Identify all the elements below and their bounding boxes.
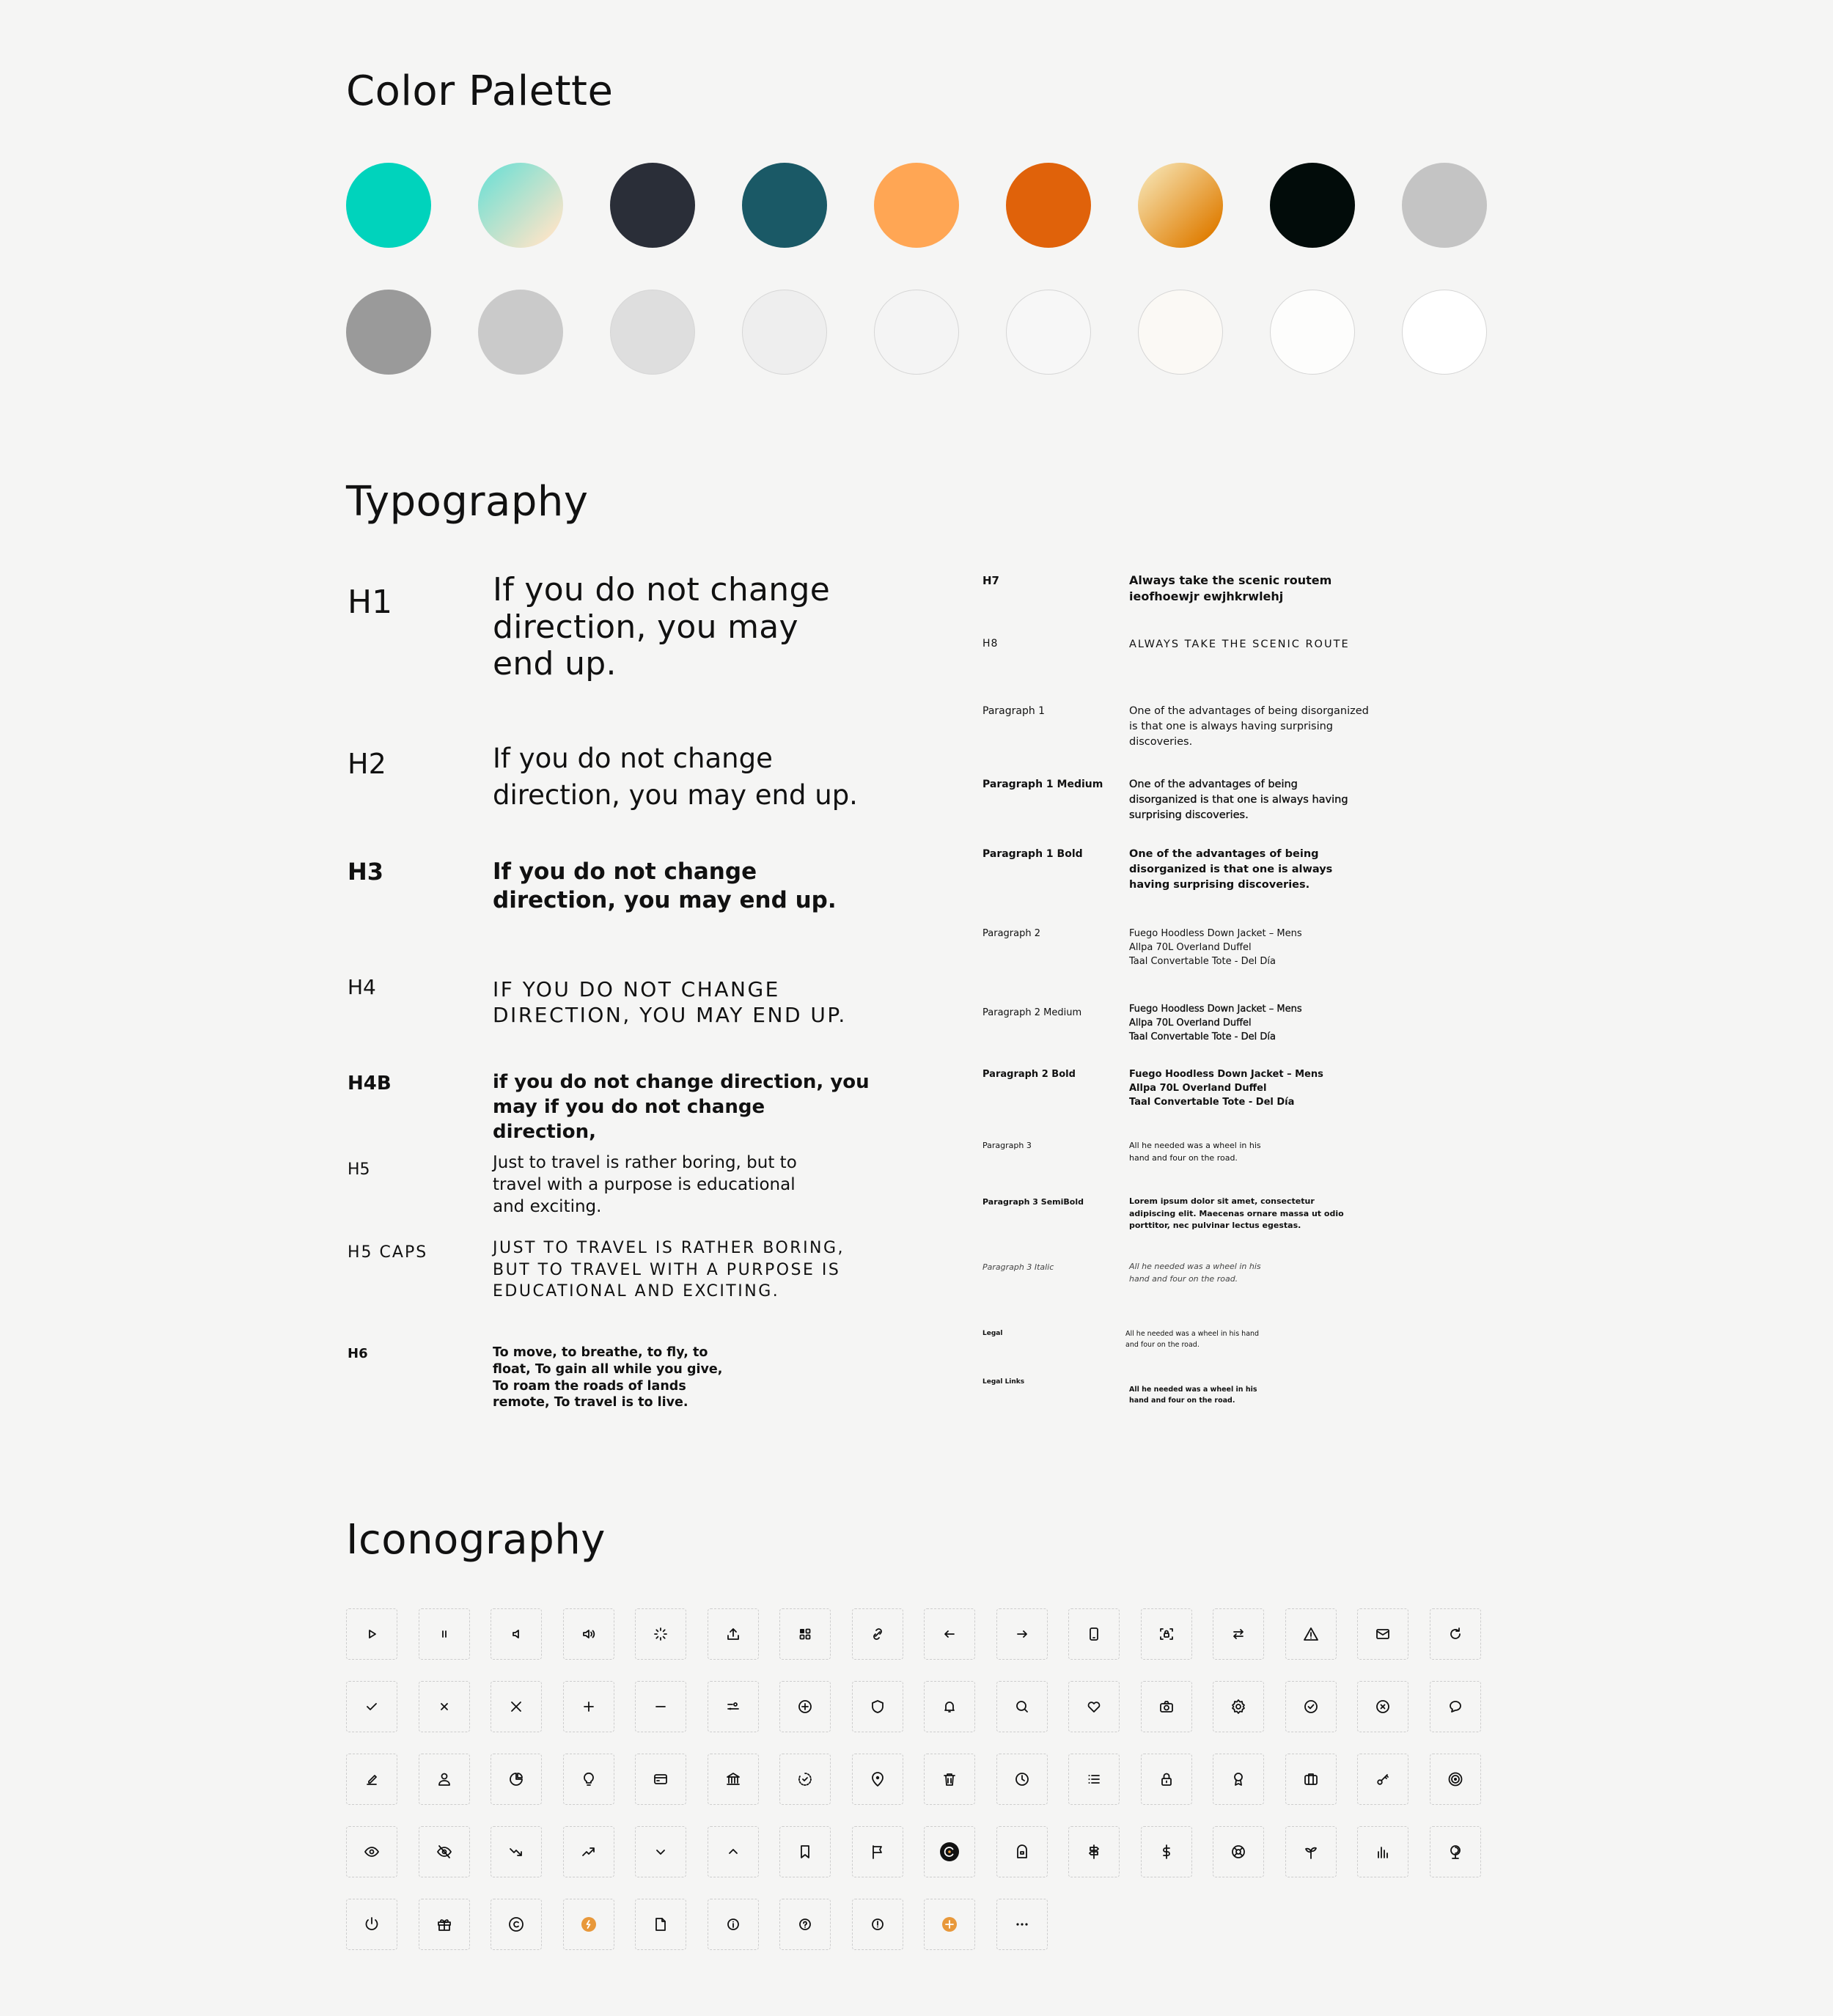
type-style-label: H8 [982, 638, 999, 650]
globe-pin-icon [1447, 1843, 1464, 1861]
icon-tile [563, 1826, 614, 1877]
icon-tile [852, 1681, 903, 1732]
briefcase-icon [1302, 1770, 1320, 1788]
type-style-label: Paragraph 2 Bold [982, 1069, 1076, 1080]
type-style-sample: Always take the scenic routem ieofhoewjr ewjhkrwlehj [1129, 573, 1332, 603]
color-swatch [1006, 290, 1091, 375]
chevron-up-icon [724, 1843, 742, 1861]
icon-tile [924, 1754, 975, 1805]
qr-code-icon [796, 1625, 814, 1643]
icon-tile [1285, 1608, 1337, 1660]
icon-tile [419, 1754, 470, 1805]
icon-tile [924, 1826, 975, 1877]
copyright-icon [507, 1916, 525, 1933]
unlink-icon [869, 1625, 886, 1643]
location-pin-icon [869, 1770, 886, 1788]
type-style-sample: ALWAYS TAKE THE SCENIC ROUTE [1129, 639, 1350, 650]
icon-tile [996, 1754, 1048, 1805]
award-icon [1230, 1770, 1247, 1788]
icon-tile [563, 1681, 614, 1732]
type-style-sample: Just to travel is rather boring, but to travel with a purpose is educational and exciting. [493, 1153, 797, 1216]
icon-tile [635, 1826, 686, 1877]
type-style-label: H2 [348, 748, 386, 780]
icon-tile [1430, 1681, 1481, 1732]
camera-icon [1158, 1698, 1175, 1715]
upload-icon [724, 1625, 742, 1643]
icon-tile [852, 1826, 903, 1877]
icon-tile [635, 1899, 686, 1950]
lightbulb-icon [580, 1770, 598, 1788]
icon-tile [852, 1754, 903, 1805]
bookmark-icon [796, 1843, 814, 1861]
color-swatch [346, 290, 431, 375]
color-swatch [478, 290, 563, 375]
type-style-label: Paragraph 1 Medium [982, 779, 1103, 790]
bank-icon [724, 1770, 742, 1788]
dollar-icon [1158, 1843, 1175, 1861]
plus-coin-icon [941, 1916, 958, 1933]
icon-tile [708, 1754, 759, 1805]
icon-tile [1357, 1608, 1408, 1660]
type-style-label: H5 CAPS [348, 1243, 428, 1262]
icon-tile [1213, 1826, 1264, 1877]
icon-tile [346, 1899, 397, 1950]
type-style-label: H1 [348, 584, 393, 621]
icon-tile [635, 1754, 686, 1805]
type-style-sample: Lorem ipsum dolor sit amet, consectetur adipiscing elit. Maecenas ornare massa ut odio porttitor, nec pulvinar lectus egestas. [1129, 1196, 1344, 1230]
color-palette-title: Color Palette [346, 67, 614, 115]
icon-tile [1141, 1754, 1192, 1805]
refresh-icon [1447, 1625, 1464, 1643]
bell-icon [941, 1698, 958, 1715]
chat-icon [1447, 1698, 1464, 1715]
type-style-label: Legal [982, 1330, 1003, 1337]
icon-tile [1285, 1826, 1337, 1877]
type-style-label: H4 [348, 975, 376, 999]
icon-tile [1141, 1826, 1192, 1877]
icon-tile [419, 1681, 470, 1732]
type-style-sample: One of the advantages of being disorganized is that one is always having surprising discoveries. [1129, 848, 1333, 891]
document-icon [652, 1916, 669, 1933]
icon-tile [563, 1754, 614, 1805]
list-icon [1085, 1770, 1103, 1788]
icon-tile [1213, 1754, 1264, 1805]
iconography-title: Iconography [346, 1516, 606, 1564]
icon-tile [924, 1681, 975, 1732]
chevron-down-icon [652, 1843, 669, 1861]
icon-tile [563, 1899, 614, 1950]
color-swatch [1402, 163, 1487, 248]
icon-tile [779, 1681, 831, 1732]
icon-tile [779, 1899, 831, 1950]
type-style-sample: All he needed was a wheel in his hand and four on the road. [1129, 1141, 1261, 1163]
icon-tile [1068, 1826, 1120, 1877]
icon-tile [708, 1826, 759, 1877]
color-swatch [610, 290, 695, 375]
icon-tile [1141, 1608, 1192, 1660]
icon-tile [996, 1681, 1048, 1732]
type-style-sample: All he needed was a wheel in his hand and four on the road. [1129, 1386, 1257, 1405]
search-icon [1013, 1698, 1031, 1715]
eye-off-icon [436, 1843, 453, 1861]
icon-tile [491, 1899, 542, 1950]
eye-icon [363, 1843, 381, 1861]
pie-chart-icon [507, 1770, 525, 1788]
key-icon [1374, 1770, 1392, 1788]
type-style-sample: To move, to breathe, to fly, to float, To gain all while you give, To roam the roads of lands remote, To travel is to live. [493, 1345, 723, 1410]
typography-title: Typography [346, 478, 589, 526]
icon-tile [491, 1826, 542, 1877]
locker-icon [1013, 1843, 1031, 1861]
close-icon [507, 1698, 525, 1715]
signpost-icon [1085, 1843, 1103, 1861]
icon-tile [1068, 1754, 1120, 1805]
type-style-label: Legal Links [982, 1378, 1025, 1386]
type-style-sample: IF YOU DO NOT CHANGE DIRECTION, YOU MAY END UP. [493, 977, 847, 1027]
type-style-label: Paragraph 2 Medium [982, 1007, 1082, 1018]
type-style-label: Paragraph 2 [982, 928, 1040, 939]
mobile-icon [1085, 1625, 1103, 1643]
volume-icon [580, 1625, 598, 1643]
icon-tile [419, 1608, 470, 1660]
icon-tile [1357, 1826, 1408, 1877]
type-style-label: H5 [348, 1160, 370, 1179]
lock-icon [1158, 1770, 1175, 1788]
type-style-sample: All he needed was a wheel in his hand and four on the road. [1129, 1262, 1261, 1284]
close-small-icon [436, 1698, 453, 1715]
icon-tile [924, 1899, 975, 1950]
type-style-sample: One of the advantages of being disorganized is that one is always having surprising discoveries. [1129, 779, 1348, 822]
color-swatch [874, 290, 959, 375]
icon-tile [1285, 1681, 1337, 1732]
face-id-icon [1158, 1625, 1175, 1643]
trash-icon [941, 1770, 958, 1788]
icon-tile [1285, 1754, 1337, 1805]
help-icon [796, 1916, 814, 1933]
volume-mute-icon [507, 1625, 525, 1643]
icon-tile [1068, 1608, 1120, 1660]
type-style-label: Paragraph 3 [982, 1141, 1032, 1150]
type-style-sample: All he needed was a wheel in his hand and four on the road. [1125, 1330, 1260, 1350]
clock-icon [1013, 1770, 1031, 1788]
icon-tile [1141, 1681, 1192, 1732]
icon-tile [779, 1826, 831, 1877]
icon-tile [491, 1608, 542, 1660]
gift-icon [436, 1916, 453, 1933]
play-icon [363, 1625, 381, 1643]
type-style-sample: If you do not change direction, you may end up. [493, 571, 831, 683]
color-swatch [346, 163, 431, 248]
icon-tile [1430, 1754, 1481, 1805]
type-style-sample: JUST TO TRAVEL IS RATHER BORING, BUT TO TRAVEL WITH A PURPOSE IS EDUCATIONAL AND EXCITING. [493, 1239, 845, 1301]
icon-tile [852, 1899, 903, 1950]
brand-logo-icon [941, 1843, 958, 1861]
color-swatch [478, 163, 563, 248]
color-swatch [1138, 290, 1223, 375]
credit-card-icon [652, 1770, 669, 1788]
icon-tile [1357, 1681, 1408, 1732]
pause-icon [436, 1625, 453, 1643]
icon-tile [996, 1608, 1048, 1660]
color-swatch [1138, 163, 1223, 248]
icon-tile [996, 1899, 1048, 1950]
type-style-label: Paragraph 3 Italic [982, 1262, 1054, 1272]
type-style-label: H3 [348, 858, 384, 886]
add-circle-icon [796, 1698, 814, 1715]
target-icon [1447, 1770, 1464, 1788]
type-style-sample: if you do not change direction, you may if you do not change direction, [493, 1071, 870, 1143]
plus-icon [580, 1698, 598, 1715]
icon-tile [635, 1608, 686, 1660]
icon-tile [996, 1826, 1048, 1877]
type-style-sample: Fuego Hoodless Down Jacket – Mens Allpa 70L Overland Duffel Taal Convertable Tote - Del Día [1129, 1004, 1302, 1042]
icon-tile [491, 1754, 542, 1805]
heart-icon [1085, 1698, 1103, 1715]
trend-up-icon [580, 1843, 598, 1861]
type-style-label: Paragraph 1 Bold [982, 848, 1083, 860]
more-icon [1013, 1916, 1031, 1933]
color-swatch [1270, 163, 1355, 248]
gear-icon [1230, 1698, 1247, 1715]
icon-tile [779, 1754, 831, 1805]
alert-circle-icon [869, 1916, 886, 1933]
icon-tile [419, 1899, 470, 1950]
bar-chart-icon [1374, 1843, 1392, 1861]
x-circle-icon [1374, 1698, 1392, 1715]
icon-tile [924, 1608, 975, 1660]
color-swatch [742, 290, 827, 375]
type-style-sample: One of the advantages of being disorganized is that one is always having surprising discoveries. [1129, 705, 1369, 748]
power-icon [363, 1916, 381, 1933]
icon-tile [708, 1608, 759, 1660]
user-icon [436, 1770, 453, 1788]
icon-tile [419, 1826, 470, 1877]
timer-icon [796, 1770, 814, 1788]
color-swatch [1006, 163, 1091, 248]
minus-icon [652, 1698, 669, 1715]
icon-tile [1430, 1608, 1481, 1660]
icon-tile [491, 1681, 542, 1732]
type-style-label: H6 [348, 1346, 368, 1361]
type-style-sample: If you do not change direction, you may end up. [493, 743, 858, 811]
icon-tile [563, 1608, 614, 1660]
icon-tile [1430, 1826, 1481, 1877]
icon-tile [1213, 1681, 1264, 1732]
edit-icon [363, 1770, 381, 1788]
icon-tile [346, 1608, 397, 1660]
icon-tile [779, 1608, 831, 1660]
icon-tile [346, 1681, 397, 1732]
loading-icon [652, 1625, 669, 1643]
icon-tile [1213, 1608, 1264, 1660]
icon-tile [1068, 1681, 1120, 1732]
icon-tile [346, 1754, 397, 1805]
filter-icon [724, 1698, 742, 1715]
mail-icon [1374, 1625, 1392, 1643]
color-swatch [874, 163, 959, 248]
color-swatch [742, 163, 827, 248]
type-style-sample: If you do not change direction, you may end up. [493, 858, 837, 914]
arrow-right-icon [1013, 1625, 1031, 1643]
icon-tile [708, 1681, 759, 1732]
check-icon [363, 1698, 381, 1715]
trend-down-icon [507, 1843, 525, 1861]
warning-icon [1302, 1625, 1320, 1643]
type-style-label: H7 [982, 574, 999, 587]
type-style-sample: Fuego Hoodless Down Jacket – Mens Allpa 70L Overland Duffel Taal Convertable Tote - Del Día [1129, 1069, 1323, 1108]
info-icon [724, 1916, 742, 1933]
icon-tile [346, 1826, 397, 1877]
icon-tile [1357, 1754, 1408, 1805]
flag-icon [869, 1843, 886, 1861]
type-style-label: H4B [348, 1073, 392, 1095]
coin-icon [580, 1916, 598, 1933]
type-style-label: Paragraph 3 SemiBold [982, 1197, 1084, 1207]
icon-tile [635, 1681, 686, 1732]
shield-icon [869, 1698, 886, 1715]
swap-icon [1230, 1625, 1247, 1643]
plant-icon [1302, 1843, 1320, 1861]
type-style-sample: Fuego Hoodless Down Jacket – Mens Allpa 70L Overland Duffel Taal Convertable Tote - Del Día [1129, 928, 1302, 967]
type-style-label: Paragraph 1 [982, 705, 1046, 717]
color-swatch [1270, 290, 1355, 375]
check-circle-icon [1302, 1698, 1320, 1715]
color-swatch [610, 163, 695, 248]
color-swatch [1402, 290, 1487, 375]
icon-tile [852, 1608, 903, 1660]
support-icon [1230, 1843, 1247, 1861]
icon-tile [708, 1899, 759, 1950]
arrow-left-icon [941, 1625, 958, 1643]
